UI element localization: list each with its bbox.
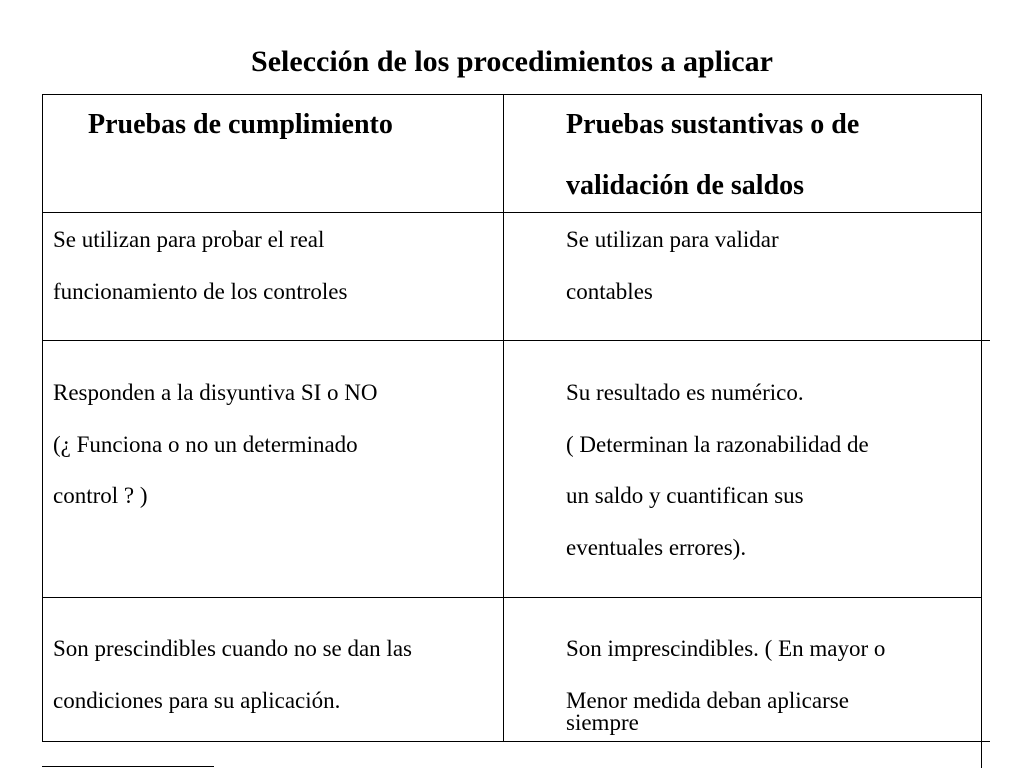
cell-line: Se utilizan para probar el real — [53, 227, 325, 252]
cell-line: ( Determinan la razonabilidad de — [566, 431, 869, 457]
cell-line: Son prescindibles cuando no se dan las — [53, 636, 412, 661]
row1-left-cell — [53, 214, 347, 317]
row-divider — [42, 597, 982, 598]
cell-line: Se utilizan para validar — [566, 227, 779, 252]
row2-left-cell — [53, 367, 378, 522]
row-divider — [42, 340, 990, 341]
cell-line: Menor medida deban aplicarse — [566, 687, 849, 713]
header-substantive-tests — [566, 94, 859, 216]
cell-line: (¿ Funciona o no un determinado — [53, 431, 358, 457]
cell-line: condiciones para su aplicación. — [53, 687, 341, 713]
cell-line: contables — [566, 278, 653, 304]
column-divider — [503, 94, 504, 742]
page-title: Selección de los procedimientos a aplicar — [251, 45, 773, 78]
cell-line: Su resultado es numérico. — [566, 380, 804, 405]
cell-line: un saldo y cuantifican sus — [566, 483, 804, 508]
header-right-line: Pruebas sustantivas o de — [566, 109, 860, 140]
footnote-rule — [42, 766, 214, 767]
table-bottom-border — [42, 741, 990, 742]
row3-left-cell — [53, 623, 412, 726]
table-left-border — [42, 94, 43, 742]
row2-right-cell — [566, 367, 869, 573]
header-left-label: Pruebas de cumplimiento — [88, 109, 393, 140]
cell-line: Son imprescindibles. ( En mayor o — [566, 636, 886, 661]
header-compliance-tests — [88, 94, 393, 155]
cell-line: funcionamiento de los controles — [53, 278, 348, 304]
cell-line: control ? ) — [53, 483, 148, 508]
row1-right-cell — [566, 214, 779, 317]
table-right-border — [981, 94, 982, 768]
cell-line: siempre — [566, 709, 639, 735]
row3-right-cell — [566, 623, 885, 735]
cell-line: eventuales errores). — [566, 534, 747, 560]
header-right-line: validación de saldos — [566, 170, 805, 201]
cell-line: Responden a la disyuntiva SI o NO — [53, 380, 378, 405]
